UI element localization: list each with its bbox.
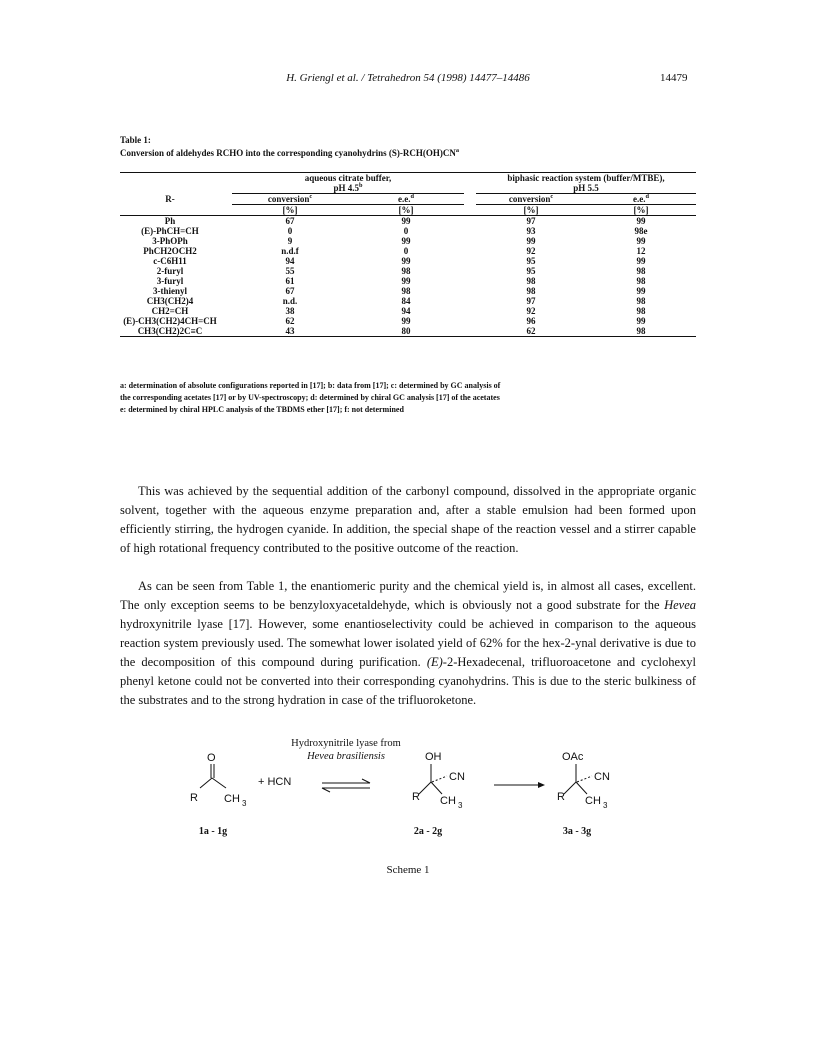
row-substituent: 2-furyl [156,266,184,276]
table-row [120,306,696,316]
row-substituent: c-C6H11 [153,256,187,266]
footnote-line-2: the corresponding acetates [17] or by UV-spectroscopy; d: determined by chiral GC analysis [17] of the acetates [120,393,500,402]
ee-header-2: e.e.$^d$ [586,194,696,205]
unit-3: [%] [476,205,586,216]
group2-ph: pH 5.5 [476,183,696,194]
svg-text:3: 3 [458,801,463,810]
row-substituent: (E)-PhCH=CH [141,226,199,236]
table-row [120,246,696,256]
row-ee-biphasic: 98e [634,226,648,236]
row-substituent: 3-thienyl [152,286,187,296]
compound-2-label: 2a - 2g [413,826,443,837]
table-caption: Conversion of aldehydes RCHO into the corresponding cyanohydrins $(S)-RCH(OH)CN^a$ [120,147,460,158]
row-conversion-aqueous: 43 [232,326,348,337]
row-ee-aqueous: 98 [401,286,411,296]
row-substituent: 3-furyl [156,276,184,286]
svg-text:CH: CH [585,795,601,807]
row-conversion-biphasic: 92 [526,246,536,256]
group1-title: aqueous citrate buffer, [232,173,464,184]
table-row [120,266,696,276]
row-ee-aqueous: 94 [401,306,411,316]
row-ee-biphasic: 99 [636,316,646,326]
row-ee-aqueous: 99 [401,276,411,286]
conv-header-2: conversion$^c$ [476,194,586,205]
data-table [120,172,696,337]
row-conversion-aqueous: 67 [285,216,295,226]
row-substituent: (E)-CH3(CH2)4CH=CH [123,316,217,326]
table-label: Table 1: [120,135,151,145]
row-substituent: PhCH2OCH2 [143,246,197,256]
row-conversion-aqueous: 67 [285,286,295,296]
row-conversion-biphasic: 99 [526,236,536,246]
row-conversion-biphasic: 98 [526,276,536,286]
row-conversion-biphasic: 62 [476,326,586,337]
r-header: R- [165,194,175,204]
row-conversion-biphasic: 95 [526,266,536,276]
compound-3-label: 3a - 3g [562,826,592,837]
page-number: 14479 [660,72,688,84]
enzyme-label-1: Hydroxynitrile lyase from [291,738,401,749]
running-header [0,72,816,88]
table-row [120,286,696,296]
group2-title: biphasic reaction system (buffer/MTBE), [476,173,696,184]
svg-text:3: 3 [242,799,247,808]
equilibrium-arrow [322,779,370,792]
row-ee-biphasic: 98 [636,276,646,286]
unit-4: [%] [586,205,696,216]
svg-text:R: R [412,791,420,803]
row-ee-biphasic: 12 [636,246,646,256]
enzyme-label-2: Hevea brasiliensis [307,751,385,762]
footnote-line-1: a: determination of absolute configurations reported in [17]; b: data from [17]; c: determined by GC analysis of [120,381,501,390]
row-conversion-aqueous: 55 [285,266,295,276]
unit-1: [%] [232,205,348,216]
compound-1-label: 1a - 1g [198,826,228,837]
svg-text:CN: CN [449,771,465,783]
row-conversion-biphasic: 98 [526,286,536,296]
table-row [120,216,696,227]
svg-text:O: O [207,752,216,764]
svg-text:OAc: OAc [562,751,584,763]
table-row [120,316,696,326]
row-ee-biphasic: 98 [586,326,696,337]
row-conversion-aqueous: n.d. [282,296,298,306]
table-row [120,296,696,306]
row-ee-aqueous: 0 [403,246,409,256]
row-conversion-biphasic: 92 [526,306,536,316]
svg-text:R: R [190,792,198,804]
row-ee-aqueous: 80 [348,326,464,337]
row-conversion-biphasic: 97 [526,216,536,226]
forward-arrow [494,782,545,788]
row-conversion-aqueous: 94 [285,256,295,266]
row-substituent: CH3(CH2)4 [146,296,194,306]
row-conversion-aqueous: 9 [287,236,293,246]
compound-1-structure [190,752,247,808]
row-ee-biphasic: 98 [636,306,646,316]
footnote-line-3: e: determined by chiral HPLC analysis of the TBDMS ether [17]; f: not determined [120,405,404,414]
svg-text:R: R [557,791,565,803]
row-ee-biphasic: 99 [636,216,646,226]
row-conversion-biphasic: 93 [526,226,536,236]
table-row [120,276,696,286]
row-ee-aqueous: 98 [401,266,411,276]
row-ee-biphasic: 99 [636,236,646,246]
row-ee-aqueous: 99 [401,256,411,266]
row-conversion-aqueous: 0 [287,226,293,236]
unit-2: [%] [348,205,464,216]
svg-text:OH: OH [425,751,442,763]
table-row [120,236,696,246]
row-ee-aqueous: 99 [401,316,411,326]
journal-citation: H. Griengl et al. / Tetrahedron 54 (1998) 14477–14486 [286,72,530,84]
table-row [120,226,696,236]
table-row [120,326,696,337]
row-ee-aqueous: 99 [401,216,411,226]
scheme-caption: Scheme 1 [386,864,430,876]
row-ee-biphasic: 99 [636,286,646,296]
row-ee-biphasic: 98 [636,296,646,306]
svg-text:CH: CH [224,793,240,805]
row-conversion-aqueous: 38 [285,306,295,316]
group1-ph: pH 4.5$^b$ [232,183,464,194]
row-ee-biphasic: 99 [636,256,646,266]
paragraph-1: This was achieved by the sequential addition of the carbonyl compound, dissolved in the appropriate organic solvent, together with the aqueous enzyme preparation and, after a stable emulsion had been formed upon efficiently stirring, the hydrogen cyanide. In addition, the special shape of the reaction vessel and a stirrer capable of high rotational frequency contributed to the positive outcome of the reaction. [120,484,696,555]
row-conversion-biphasic: 95 [526,256,536,266]
row-ee-aqueous: 84 [401,296,411,306]
row-substituent: Ph [164,216,176,226]
table-row [120,256,696,266]
row-substituent: CH3(CH2)2C≡C [120,326,220,337]
svg-text:CH: CH [440,795,456,807]
row-ee-biphasic: 98 [636,266,646,276]
row-conversion-aqueous: 62 [285,316,295,326]
row-ee-aqueous: 0 [403,226,409,236]
svg-text:CN: CN [594,771,610,783]
ee-header-1: e.e.$^d$ [348,194,464,205]
row-conversion-biphasic: 97 [526,296,536,306]
row-ee-aqueous: 99 [401,236,411,246]
row-substituent: CH2=CH [151,306,189,316]
row-conversion-aqueous: n.d.f [281,246,299,256]
conv-header-1: conversion$^c$ [232,194,348,205]
paragraph-2: As can be seen from Table 1, the enantiomeric purity and the chemical yield is, in almost all cases, excellent. The only exception seems to be benzyloxyacetaldehyde, which is obviously not a good substrate for the Hevea hydroxynitrile lyase [17]. However, some enantioselectivity could be achieved in comparison to the aqueous reaction system previously used. The somewhat lower isolated yield of 62% for the hex-2-ynal derivative is due to the decomposition of this compound during purification. (E)-2-Hexadecenal, trifluoroacetone and cyclohexyl phenyl ketone could not be converted into their corresponding cyanohydrins. This is due to the steric bulkiness of the substrates and to the strong hydration in case of the trifluoroketone. [120,579,696,707]
row-substituent: 3-PhOPh [152,236,188,246]
compound-3-structure [557,751,610,810]
compound-2-structure [412,751,465,810]
row-conversion-biphasic: 96 [526,316,536,326]
row-conversion-aqueous: 61 [285,276,295,286]
hcn-reagent: + HCN [258,776,292,788]
svg-text:3: 3 [603,801,608,810]
